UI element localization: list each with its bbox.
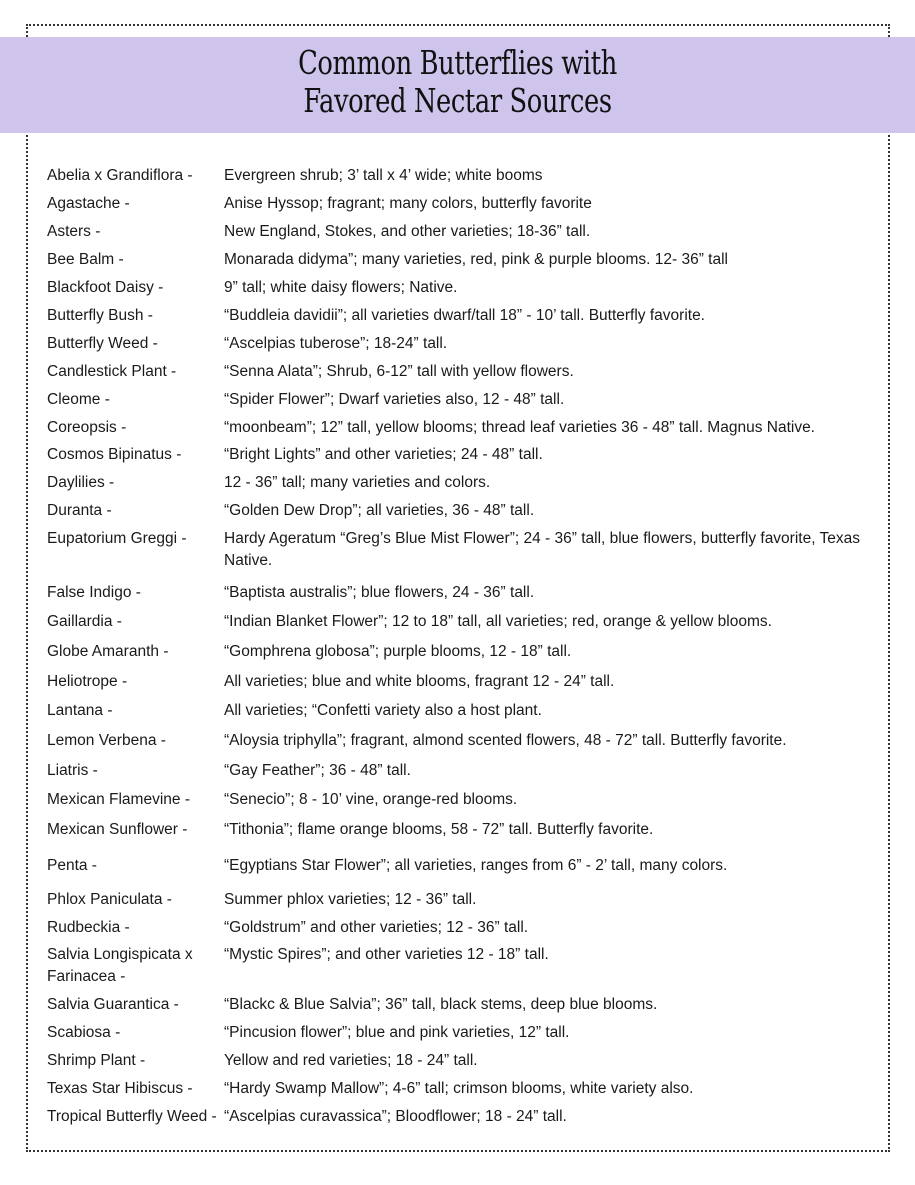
plant-description: “Blackc & Blue Salvia”; 36” tall, black stems, deep blue blooms. [224, 996, 658, 1013]
plant-description: “Goldstrum” and other varieties; 12 - 36” tall. [224, 919, 529, 936]
plant-name: Phlox Paniculata - [47, 891, 172, 908]
plant-description: Summer phlox varieties; 12 - 36” tall. [224, 891, 477, 908]
plant-name: Salvia Guarantica - [47, 996, 179, 1013]
plant-description: “Spider Flower”; Dwarf varieties also, 12 - 48” tall. [224, 391, 565, 408]
plant-description: “Aloysia triphylla”; fragrant, almond scented flowers, 48 - 72” tall. Butterfly favorite. [224, 732, 787, 749]
plant-name: Cleome - [47, 391, 110, 408]
plant-description: “Ascelpias curavassica”; Bloodflower; 18 - 24” tall. [224, 1108, 567, 1125]
plant-description: All varieties; “Confetti variety also a host plant. [224, 702, 542, 719]
plant-name: Asters - [47, 223, 101, 240]
plant-description: “Hardy Swamp Mallow”; 4-6” tall; crimson blooms, white variety also. [224, 1080, 694, 1097]
plant-name: Salvia Longispicata x Farinacea - [47, 946, 193, 985]
plant-name: Mexican Flamevine - [47, 791, 190, 808]
plant-description: Monarada didyma”; many varieties, red, pink & purple blooms. 12- 36” tall [224, 251, 728, 268]
plant-description: “Pincusion flower”; blue and pink varieties, 12” tall. [224, 1024, 570, 1041]
plant-name: Scabiosa - [47, 1024, 121, 1041]
plant-name: Tropical Butterfly Weed - [47, 1108, 217, 1125]
plant-name: Bee Balm - [47, 251, 124, 268]
plant-description: All varieties; blue and white blooms, fragrant 12 - 24” tall. [224, 673, 615, 690]
plant-name: Agastache - [47, 195, 130, 212]
plant-description: 12 - 36” tall; many varieties and colors. [224, 474, 491, 491]
plant-description: “Indian Blanket Flower”; 12 to 18” tall, all varieties; red, orange & yellow blooms. [224, 613, 772, 630]
plant-name: Butterfly Bush - [47, 307, 153, 324]
plant-name: Blackfoot Daisy - [47, 279, 164, 296]
plant-description: “Senecio”; 8 - 10’ vine, orange-red blooms. [224, 791, 518, 808]
plant-description: “Senna Alata”; Shrub, 6-12” tall with yellow flowers. [224, 363, 574, 380]
plant-name: Daylilies - [47, 474, 115, 491]
plant-description: “Baptista australis”; blue flowers, 24 - 36” tall. [224, 584, 535, 601]
plant-name: Mexican Sunflower - [47, 821, 188, 838]
plant-description: 9” tall; white daisy flowers; Native. [224, 279, 458, 296]
plant-description: “Gomphrena globosa”; purple blooms, 12 - 18” tall. [224, 643, 572, 660]
plant-name: Shrimp Plant - [47, 1052, 146, 1069]
plant-description: “Mystic Spires”; and other varieties 12 - 18” tall. [224, 946, 549, 963]
plant-description: “Tithonia”; flame orange blooms, 58 - 72” tall. Butterfly favorite. [224, 821, 654, 838]
plant-description: “moonbeam”; 12” tall, yellow blooms; thread leaf varieties 36 - 48” tall. Magnus Native. [224, 419, 815, 436]
plant-name: Butterfly Weed - [47, 335, 158, 352]
plant-name: Globe Amaranth - [47, 643, 169, 660]
plant-name: Liatris - [47, 762, 98, 779]
plant-description: “Ascelpias tuberose”; 18-24” tall. [224, 335, 448, 352]
plant-description: Anise Hyssop; fragrant; many colors, butterfly favorite [224, 195, 592, 212]
plant-name: Abelia x Grandiflora - [47, 167, 193, 184]
title-line-2: Favored Nectar Sources [303, 81, 612, 120]
plant-description: “Egyptians Star Flower”; all varieties, ranges from 6” - 2’ tall, many colors. [224, 857, 728, 874]
plant-name: Duranta - [47, 502, 112, 519]
plant-name: Eupatorium Greggi - [47, 530, 187, 547]
plant-name: Coreopsis - [47, 419, 127, 436]
plant-name: Cosmos Bipinatus - [47, 446, 182, 463]
plant-name: False Indigo - [47, 584, 141, 601]
plant-name: Gaillardia - [47, 613, 122, 630]
plant-description: “Bright Lights” and other varieties; 24 - 48” tall. [224, 446, 543, 463]
plant-name: Penta - [47, 857, 97, 874]
plant-name: Heliotrope - [47, 673, 128, 690]
plant-description: New England, Stokes, and other varieties; 18-36” tall. [224, 223, 591, 240]
plant-description: “Buddleia davidii”; all varieties dwarf/tall 18” - 10’ tall. Butterfly favorite. [224, 307, 705, 324]
plant-description: Hardy Ageratum “Greg’s Blue Mist Flower”; 24 - 36” tall, blue flowers, butterfly favorite, Texas Native. [224, 530, 861, 569]
plant-name: Lemon Verbena - [47, 732, 166, 749]
plant-description: Evergreen shrub; 3’ tall x 4’ wide; white booms [224, 167, 543, 184]
title-line-1: Common Butterflies with [298, 43, 617, 82]
plant-description: “Golden Dew Drop”; all varieties, 36 - 48” tall. [224, 502, 535, 519]
plant-description: “Gay Feather”; 36 - 48” tall. [224, 762, 411, 779]
plant-name: Candlestick Plant - [47, 363, 177, 380]
plant-description: Yellow and red varieties; 18 - 24” tall. [224, 1052, 478, 1069]
plant-name: Lantana - [47, 702, 113, 719]
plant-name: Texas Star Hibiscus - [47, 1080, 193, 1097]
plant-name: Rudbeckia - [47, 919, 130, 936]
page-title [101, 44, 815, 120]
